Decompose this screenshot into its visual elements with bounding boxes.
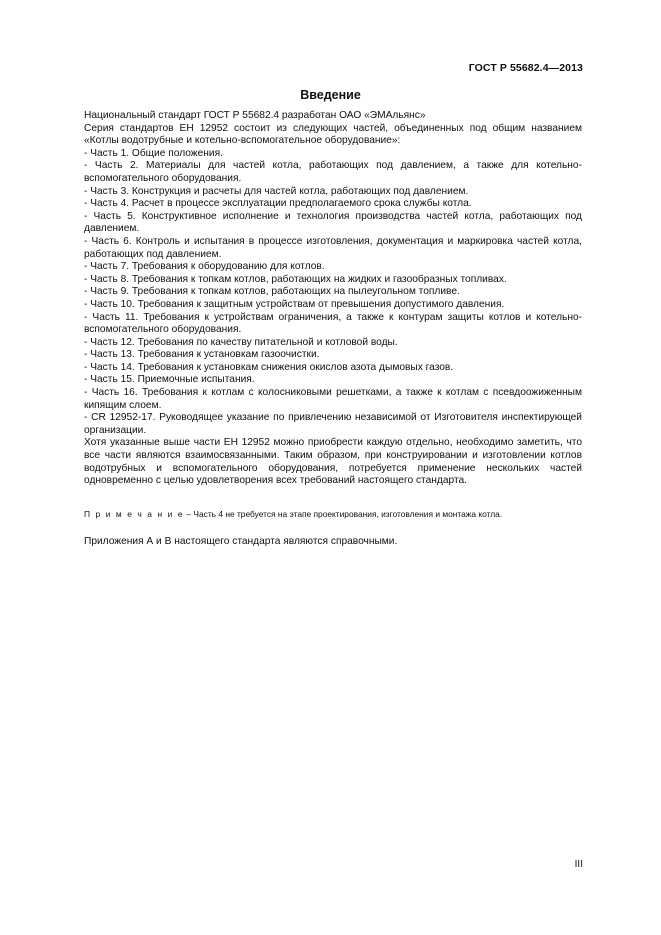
list-item-part-4: - Часть 4. Расчет в процессе эксплуатации предполагаемого срока службы котла. — [84, 198, 472, 210]
list-item-part-8: - Часть 8. Требования к топкам котлов, работающих на жидких и газообразных топливах. — [84, 273, 507, 285]
list-item-part-15: - Часть 15. Приемочные испытания. — [84, 374, 255, 386]
introduction-body — [84, 110, 582, 488]
appendix-statement: Приложения А и В настоящего стандарта являются справочными. — [84, 536, 398, 547]
list-item-part-12: - Часть 12. Требования по качеству питательной и котловой воды. — [84, 336, 398, 348]
list-item-part-10: - Часть 10. Требования к защитным устройствам от превышения допустимого давления. — [84, 298, 505, 310]
section-title: Введение — [300, 88, 361, 102]
list-item-part-2: - Часть 2. Материалы для частей котла, работающих под давлением, а также для котельно-вспомогательного оборудования. — [84, 160, 582, 184]
document-code-header: ГОСТ Р 55682.4—2013 — [468, 62, 583, 74]
paragraph-developer: Национальный стандарт ГОСТ Р 55682.4 разработан ОАО «ЭМАльянс» — [84, 110, 426, 121]
list-item-part-14: - Часть 14. Требования к установкам снижения окислов азота дымовых газов. — [84, 361, 454, 373]
list-item-part-16: - Часть 16. Требования к котлам с колосниковыми решетками, а также к котлам с псевдоожиженным кипящим слоем. — [84, 387, 582, 411]
list-item-part-7: - Часть 7. Требования к оборудованию для котлов. — [84, 261, 325, 273]
list-item-cr-12952-17: - CR 12952-17. Руководящее указание по привлечению независимой от Изготовителя инспектирующей организации. — [84, 412, 582, 436]
list-item-part-5: - Часть 5. Конструктивное исполнение и технология производства частей котла, работающих под давлением. — [84, 210, 582, 235]
list-item-part-11: - Часть 11. Требования к устройствам ограничения, а также к контурам защиты котлов и котельно-вспомогательного оборудования. — [84, 311, 582, 336]
note-label: П р и м е ч а н и е — [84, 509, 185, 519]
list-item-part-3: - Часть 3. Конструкция и расчеты для частей котла, работающих под давлением. — [84, 185, 469, 197]
list-item-part-13: - Часть 13. Требования к установкам газоочистки. — [84, 349, 320, 361]
list-item-part-1: - Часть 1. Общие положения. — [84, 147, 223, 159]
note-text: – Часть 4 не требуется на этапе проектирования, изготовления и монтажа котла. — [184, 509, 503, 519]
list-item-part-6: - Часть 6. Контроль и испытания в процессе изготовления, документация и маркировка частей котла, работающих под давлением. — [84, 235, 582, 260]
page-number: III — [574, 859, 583, 870]
paragraph-interrelation: Хотя указанные выше части ЕН 12952 можно приобрести каждую отдельно, необходимо заметить, что все части являются взаимосвязанными. Таким образом, при конструировании и изготовлении котлов водотрубных и вспомогательного оборудования, потребуется применение нескольких частей одновременно с целью удовлетворения всех требований настоящего стандарта. — [84, 437, 582, 487]
paragraph-series-intro: Серия стандартов ЕН 12952 состоит из следующих частей, объединенных под общим названием «Котлы водотрубные и котельно-вспомогательное оборудование»: — [84, 122, 582, 147]
note — [84, 509, 582, 520]
list-item-part-9: - Часть 9. Требования к топкам котлов, работающих на пылеугольном топливе. — [84, 286, 460, 298]
